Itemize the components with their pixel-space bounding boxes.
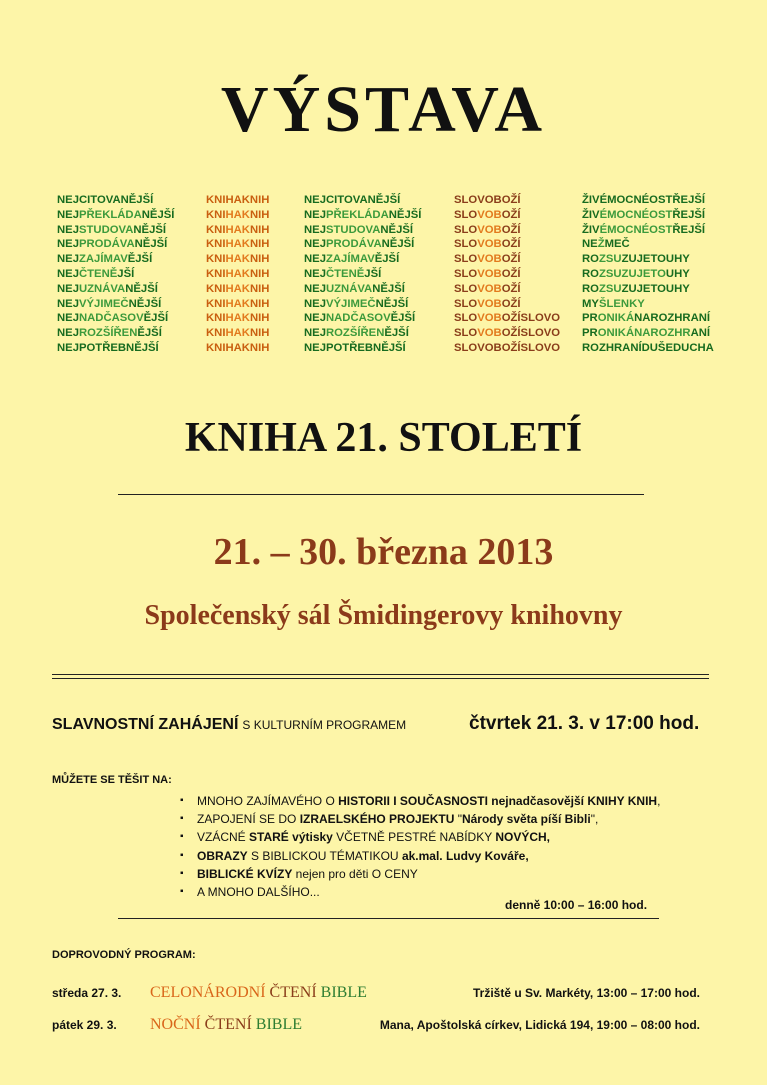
word-line [57, 267, 174, 282]
word-segment: ĚJŠÍ [390, 312, 416, 325]
word-segment: UZNÁVA [78, 282, 126, 295]
word-segment: ZSU [598, 282, 622, 295]
date-range: 21. – 30. března 2013 [213, 531, 554, 573]
highlight-text: nejnadčasovější [487, 794, 588, 808]
word-segment: ÉMOCNÉOST [599, 208, 673, 221]
highlight-text: IZRAELSKÉHO PROJEKTU [299, 812, 455, 827]
word-segment: STUDOVA [78, 223, 134, 236]
word-segment: NEJ [304, 223, 326, 236]
highlight-text: Národy světa píší Bibli [461, 812, 591, 827]
word-segment: NAROZHRANÍ [634, 312, 711, 325]
word-segment: OŽÍSLOVO [501, 327, 561, 340]
word-segment: PRODÁVA [78, 238, 135, 251]
word-segment: ZSUZUJETO [598, 267, 666, 280]
highlight-text: , [657, 794, 661, 808]
word-line [304, 297, 421, 312]
word-segment: VOB [477, 297, 502, 310]
word-segment: NEJ [57, 282, 79, 295]
highlight-item [180, 810, 660, 828]
word-line [454, 341, 560, 356]
word-line [57, 341, 174, 356]
word-line [454, 223, 560, 238]
word-line [206, 237, 269, 252]
word-segment: ČTENĚ [325, 267, 365, 280]
word-segment: PR [582, 312, 598, 325]
word-segment: ŘEJŠÍ [672, 223, 706, 236]
event-title [150, 1016, 302, 1034]
highlight-text: MNOHO ZAJÍMAVÉHO O [197, 794, 339, 808]
word-segment: ROZŠÍŘEN [78, 327, 138, 340]
highlight-text: NOVÝCH, [495, 830, 551, 845]
word-segment: VÝJIMEČ [78, 297, 129, 310]
word-segment: VOB [477, 253, 502, 266]
word-segment: RO [582, 267, 599, 280]
word-segment: SLO [454, 253, 478, 266]
word-segment: JŠÍ [364, 267, 382, 280]
highlight-text: KNIHY KNIH [587, 794, 658, 808]
word-segment: NEJ [304, 253, 326, 266]
word-segment: NEJ [57, 267, 79, 280]
word-segment: PŘEKLÁDA [325, 208, 389, 221]
event-title-part: BIBLE [320, 984, 367, 1001]
word-segment: OŽÍ [501, 208, 521, 221]
word-segment: NĚJŠÍ [372, 282, 405, 295]
word-segment: NEJ [57, 223, 79, 236]
word-segment: SLO [454, 282, 478, 295]
word-segment: OŽÍ [501, 297, 521, 310]
word-segment: OŽÍ [501, 267, 521, 280]
word-segment: ROZŠÍŘEN [325, 327, 385, 340]
word-segment: NĚJŠÍ [388, 208, 422, 221]
word-line [454, 193, 560, 208]
word-line [454, 252, 560, 267]
word-segment: VOB [477, 223, 502, 236]
highlight-item [180, 792, 660, 810]
word-segment: NEJ [57, 312, 79, 325]
word-segment: UZNÁVA [325, 282, 373, 295]
word-segment: KNI [206, 238, 226, 251]
word-segment: HAK [225, 282, 250, 295]
word-segment: ZAJÍMAV [78, 253, 128, 266]
highlight-text: nejen pro děti O CENY [292, 866, 418, 881]
opening-time: čtvrtek 21. 3. v 17:00 hod. [469, 713, 700, 734]
opening-label-small: S KULTURNÍM PROGRAMEM [242, 718, 407, 732]
word-line [206, 297, 269, 312]
program-heading: DOPROVODNÝ PROGRAM: [52, 949, 196, 961]
word-segment: KNIHAKNIH [206, 341, 270, 354]
word-segment: UHY [665, 267, 690, 280]
word-segment: NEJ [57, 208, 79, 221]
word-segment: NIH [249, 223, 270, 236]
word-line [582, 311, 714, 326]
word-segment: NEJ [57, 253, 79, 266]
word-line [454, 326, 560, 341]
word-line [304, 252, 421, 267]
word-segment: KNI [206, 297, 226, 310]
word-segment: SLO [454, 238, 478, 251]
word-segment: NĚJŠÍ [134, 238, 168, 251]
word-segment: ŘEJŠÍ [672, 208, 706, 221]
word-line [582, 326, 714, 341]
event-place: Tržiště u Sv. Markéty, 13:00 – 17:00 hod. [473, 986, 700, 1000]
word-segment: NĚJŠÍ [141, 208, 175, 221]
word-segment: NEJ [304, 327, 326, 340]
word-segment: NEJ [304, 312, 326, 325]
word-column [304, 193, 421, 356]
word-segment: ZSU [598, 253, 622, 266]
word-segment: RO [582, 282, 599, 295]
word-line [57, 252, 174, 267]
word-segment: NĚJŠÍ [128, 297, 162, 310]
word-line [206, 311, 269, 326]
event-title-part: BIBLE [255, 1016, 302, 1033]
word-column [454, 193, 560, 356]
word-segment: ĚJŠÍ [137, 327, 162, 340]
word-line [454, 311, 560, 326]
word-segment: ŽIV [582, 208, 600, 221]
word-segment: SLO [454, 312, 478, 325]
word-segment: ĚJŠÍ [143, 312, 169, 325]
word-segment: SLO [454, 327, 478, 340]
look-forward-heading: MŮŽETE SE TĚŠIT NA: [52, 774, 172, 786]
word-segment: ZUJETOUHY [621, 253, 690, 266]
word-segment: OŽÍSLOVO [501, 312, 561, 325]
word-segment: NIH [249, 282, 270, 295]
divider [52, 678, 709, 679]
highlight-text: ZAPOJENÍ SE DO [197, 812, 300, 827]
poster-title: VÝSTAVA [220, 73, 547, 146]
word-segment: HAK [225, 297, 250, 310]
word-line [582, 208, 714, 223]
highlight-text: " [454, 812, 462, 827]
word-segment: NIH [249, 238, 270, 251]
highlight-item [180, 828, 660, 846]
highlight-text: A MNOHO DALŠÍHO... [197, 885, 320, 900]
word-segment: VOB [477, 267, 502, 280]
word-line [57, 223, 174, 238]
word-segment: SLOVOBOŽÍ [454, 194, 521, 206]
word-segment: SLO [454, 297, 478, 310]
word-segment: OŽÍ [501, 282, 521, 295]
word-line [206, 193, 269, 208]
word-segment: NĚJŠÍ [381, 238, 415, 251]
word-segment: NEJCITOVANĚJŠÍ [57, 194, 154, 206]
word-segment: MEČ [604, 238, 630, 251]
word-line [57, 297, 174, 312]
word-segment: NEJ [304, 267, 326, 280]
word-line [206, 267, 269, 282]
word-line [454, 237, 560, 252]
word-segment: HAK [225, 223, 250, 236]
word-line [206, 223, 269, 238]
word-line [304, 311, 421, 326]
word-segment: VOB [477, 238, 502, 251]
word-column [57, 193, 174, 356]
word-segment: ÉMOCNÉOST [599, 223, 673, 236]
word-line [454, 208, 560, 223]
word-segment: NEJ [57, 297, 79, 310]
word-segment: OŽÍ [501, 253, 521, 266]
word-line [57, 208, 174, 223]
word-segment: KNI [206, 253, 226, 266]
word-line [454, 267, 560, 282]
word-segment: KNIHAKNIH [206, 194, 270, 206]
event-title [150, 984, 367, 1002]
divider [118, 918, 659, 919]
word-segment: ĚJŠÍ [374, 253, 400, 266]
word-line [454, 282, 560, 297]
word-line [304, 282, 421, 297]
word-segment: ONIKÁNAROZHR [597, 327, 691, 340]
word-segment: NIH [249, 253, 270, 266]
word-segment: NADČASOV [78, 312, 144, 325]
word-segment: NEJ [304, 297, 326, 310]
event-title-part: NOČNÍ [150, 1016, 205, 1033]
highlight-item [180, 865, 660, 883]
highlight-text: VČETNĚ PESTRÉ NABÍDKY [332, 830, 496, 845]
highlight-text: OBRAZY [197, 848, 248, 863]
word-segment: PRODÁVA [325, 238, 382, 251]
word-line [582, 193, 714, 208]
highlight-text: ak.mal. Ludvy Kováře, [401, 848, 529, 863]
word-segment: SLO [454, 208, 478, 221]
word-segment: ŠLENKY [598, 297, 645, 310]
word-segment: PŘEKLÁDA [78, 208, 142, 221]
word-line [206, 326, 269, 341]
word-segment: SLO [454, 223, 478, 236]
event-title-part: ČTENÍ [269, 984, 321, 1001]
word-segment: NĚJŠÍ [133, 223, 167, 236]
highlight-item [180, 847, 660, 865]
word-segment: VÝJIMEČ [325, 297, 376, 310]
word-segment: ROZHRANÍDUŠEDUCHA [582, 341, 714, 354]
word-segment: ĚJŠÍ [127, 253, 153, 266]
highlight-text: VZÁCNÉ [197, 830, 250, 845]
word-segment: NEJ [57, 327, 79, 340]
word-segment: ŽIVÉMOCNÉOSTŘEJŠÍ [582, 194, 706, 206]
word-segment: NIH [249, 327, 270, 340]
word-segment: HAK [225, 253, 250, 266]
word-segment: PR [582, 327, 598, 340]
word-segment: ZAJÍMAV [325, 253, 375, 266]
word-line [304, 326, 421, 341]
exhibition-subtitle: KNIHA 21. STOLETÍ [184, 415, 583, 461]
word-segment: NIH [249, 208, 270, 221]
highlight-text: STARÉ [249, 830, 289, 845]
word-segment: KNI [206, 208, 226, 221]
word-segment: HAK [225, 327, 250, 340]
highlight-text: BIBLICKÉ KVÍZY [197, 866, 293, 881]
word-line [304, 223, 421, 238]
word-line [206, 282, 269, 297]
event-title-part: ČTENÍ [204, 1016, 256, 1033]
word-line [582, 297, 714, 312]
event-day: pátek 29. 3. [52, 1018, 117, 1032]
highlight-text: ", [590, 812, 599, 827]
word-segment: NEJ [57, 238, 79, 251]
word-segment: NEJPOTŘEBNĚJŠÍ [57, 341, 159, 354]
word-segment: KNI [206, 312, 226, 325]
word-line [57, 326, 174, 341]
word-segment: ČTENĚ [78, 267, 118, 280]
word-segment: VOB [477, 282, 502, 295]
word-segment: NĚJŠÍ [375, 297, 409, 310]
word-line [304, 341, 421, 356]
word-segment: ONIKÁ [597, 312, 635, 325]
word-line [57, 282, 174, 297]
word-segment: HAK [225, 238, 250, 251]
word-segment: VOB [477, 312, 502, 325]
word-segment: VOB [477, 327, 502, 340]
word-segment: NEJCITOVANĚJŠÍ [304, 194, 401, 206]
word-segment: Ž [597, 238, 605, 251]
word-segment: HAK [225, 267, 250, 280]
word-column [582, 193, 714, 356]
word-segment: OŽÍ [501, 238, 521, 251]
word-segment: NEJ [304, 282, 326, 295]
word-segment: NE [582, 238, 598, 251]
word-segment: SLO [454, 267, 478, 280]
word-line [206, 341, 269, 356]
word-line [304, 208, 421, 223]
divider [118, 494, 644, 495]
word-segment: NIH [249, 297, 270, 310]
highlight-text: výtisky [292, 830, 333, 845]
word-segment: NEJ [304, 238, 326, 251]
word-line [206, 208, 269, 223]
event-place: Mana, Apoštolská církev, Lidická 194, 19:00 – 08:00 hod. [379, 1018, 700, 1032]
word-segment: HAK [225, 312, 250, 325]
highlight-text: S BIBLICKOU TÉMATIKOU [247, 848, 402, 863]
word-segment: KNI [206, 282, 226, 295]
highlights-list [180, 792, 660, 901]
event-day: středa 27. 3. [52, 986, 122, 1000]
word-segment: HAK [225, 208, 250, 221]
word-segment: KNI [206, 327, 226, 340]
word-segment: JŠÍ [117, 267, 135, 280]
event-title-part: CELONÁRODNÍ [150, 984, 270, 1001]
word-segment: NIH [249, 267, 270, 280]
opening-label-bold: SLAVNOSTNÍ ZAHÁJENÍ [52, 716, 239, 733]
word-segment: KNI [206, 223, 226, 236]
word-segment: NADČASOV [325, 312, 391, 325]
word-segment: MY [582, 297, 599, 310]
word-line [206, 252, 269, 267]
word-segment: ANÍ [690, 327, 711, 340]
word-segment: KNI [206, 267, 226, 280]
word-line [582, 282, 714, 297]
word-segment: ZUJETOUHY [621, 282, 690, 295]
word-segment: ŽIV [582, 223, 600, 236]
daily-hours: denně 10:00 – 16:00 hod. [505, 898, 648, 912]
word-line [582, 341, 714, 356]
word-line [57, 311, 174, 326]
highlight-text: HISTORII I SOUČASNOSTI [338, 794, 488, 808]
word-segment: RO [582, 253, 599, 266]
word-line [582, 223, 714, 238]
word-column [206, 193, 269, 356]
word-segment: NIH [249, 312, 270, 325]
word-segment: NĚJŠÍ [380, 223, 414, 236]
word-segment: STUDOVA [325, 223, 381, 236]
word-line [304, 193, 421, 208]
opening-label [52, 716, 406, 734]
word-segment: OŽÍ [501, 223, 521, 236]
word-segment: SLOVOBOŽÍSLOVO [454, 341, 561, 354]
word-segment: NEJPOTŘEBNĚJŠÍ [304, 341, 406, 354]
word-line [582, 237, 714, 252]
word-line [304, 267, 421, 282]
word-line [304, 237, 421, 252]
word-segment: NEJ [304, 208, 326, 221]
word-line [454, 297, 560, 312]
word-segment: NĚJŠÍ [125, 282, 158, 295]
divider [52, 674, 709, 675]
word-line [57, 237, 174, 252]
word-segment: VOB [477, 208, 502, 221]
word-line [57, 193, 174, 208]
word-line [582, 252, 714, 267]
word-segment: ĚJŠÍ [384, 327, 409, 340]
word-line [582, 267, 714, 282]
venue: Společenský sál Šmidingerovy knihovny [144, 600, 623, 631]
